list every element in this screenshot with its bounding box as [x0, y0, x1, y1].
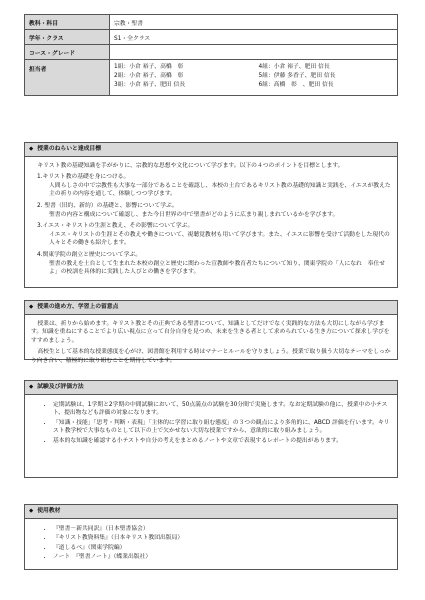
- diamond-icon: ◆: [29, 304, 34, 310]
- materials-list: [31, 525, 391, 562]
- goals-intro: キリスト教の基礎知識を手がかりに、宗教的な思想や文化について学びます。以下の４つのポイントを目標とします。: [37, 162, 344, 169]
- goal-item-head: 3.イエス・キリストの生涯と教え、その影響について学ぶ。: [37, 223, 194, 230]
- evaluation-body: [25, 395, 397, 446]
- evaluation-header: [25, 381, 397, 395]
- goal-item-body: 聖書の教えを土台として生まれた本校の創立と歴史に関わった宣教師や教育者たちについて知り、関東学院の「人になれ 奉仕せよ」の校訓を具体的に実践した人びとの働きを学びます。: [49, 260, 386, 276]
- course-label: コース・グレード: [25, 45, 110, 60]
- grade-value: S1・全クラス: [110, 30, 398, 45]
- list-item: • 『キリスト教資料集』（日本キリスト教団出版局）: [53, 534, 391, 543]
- teacher-entry: 3組：小倉 裕子、肥田 信長: [114, 82, 186, 88]
- teacher-entry: 2組：小倉 裕子、高橋 彰: [114, 73, 184, 79]
- list-item: • 『道しるべ』（関東学院編）: [53, 544, 391, 553]
- goal-item: [31, 173, 391, 199]
- method-title: 授業の進め方、学習上の留意点: [37, 304, 119, 310]
- grade-row: [25, 30, 398, 45]
- method-paragraph: 高校生として基本的な授業態度を心がけ、図書館を利用する時はマナーとルールを守りましょう。授業で取り扱う大切なテーマをしっかり向き合い、積極的に取り組むことを期待しています。: [31, 349, 391, 364]
- diamond-icon: ◆: [29, 146, 34, 152]
- goal-item-body: 人間らしさの中で宗教性も大事な一部分であることを確認し、本校の土台であるキリスト教の基礎的知識と実践を、イエスが教えた主の祈りの内容を通して、体験しつつ学びます。: [49, 182, 391, 198]
- goals-section: [24, 142, 398, 288]
- teacher-entry: 6組：高橋 彰 、肥田 信長: [258, 82, 334, 88]
- materials-section: [24, 504, 398, 570]
- teacher-row: [25, 60, 398, 96]
- goals-header: [25, 143, 397, 157]
- method-paragraph: 授業は、祈りから始めます。キリスト教とその正典である聖書について、知識としてだけでなく実践的な方法も大切にしながら学びます。知識を重ねにすることでより広い視点に立って自分自身を見つめ、未来を生きる者として求められている生き方について探求し学びをすすめましょう。: [31, 320, 390, 344]
- diamond-icon: ◆: [29, 508, 34, 514]
- method-body: [25, 315, 397, 366]
- subject-value: 宗教・聖書: [110, 15, 398, 30]
- diamond-icon: ◆: [29, 384, 34, 390]
- method-section: [24, 300, 398, 364]
- course-row: [25, 45, 398, 60]
- goal-item-body: イエス・キリストの生涯とその教えや働きについて、視聴覚教材も用いて学びます。また、イエスに影響を受けて活動をした現代の人々とその働きも紹介します。: [49, 231, 390, 247]
- goal-item: [31, 222, 391, 248]
- goals-body: [25, 157, 397, 277]
- course-value: [110, 45, 398, 60]
- teacher-entry: 1組：小倉 裕子、高橋 彰: [114, 64, 184, 70]
- subject-label: 教科・科目: [25, 15, 110, 30]
- list-item: • 「知識・技能」「思考・判断・表現」「主体的に学習に取り組む態度」の３つの観点により多角的に、ABCD 評価を行います。キリスト教学校で大事なものとして以下の上で欠かせない大切な授業ですから、意欲的に取り組みましょう。: [53, 419, 391, 436]
- teacher-list: [114, 63, 393, 89]
- method-header: [25, 301, 397, 315]
- list-item: • 定期試験は、1学期と2学期の中間試験において、50点満点の試験を30分間で実施します。なお定期試験の他に、授業中の小テスト、提出物なども評価の対象になります。: [53, 401, 391, 418]
- teacher-entry: 5組：伊藤 多香子、肥田 信長: [258, 73, 336, 79]
- goals-title: 授業のねらいと達成目標: [37, 146, 102, 152]
- teacher-label: 担当者: [25, 60, 110, 96]
- list-item: • 基本的な知識を確認する小テストや自分の考えをまとめるノートや文章で表現するレポートの提出があります。: [53, 437, 391, 446]
- materials-body: [25, 519, 397, 562]
- goal-item-body: 聖書の内容と構成について確認し、また今日世界の中で聖書がどのように広まり親しまれているかを学びます。: [49, 211, 339, 218]
- grade-label: 学年・クラス: [25, 30, 110, 45]
- list-item: • ノート 『聖書ノート』（蝶業出版社）: [53, 553, 391, 562]
- evaluation-section: [24, 380, 398, 478]
- teacher-cell: [110, 60, 398, 96]
- goal-item-head: 1.キリスト教の基礎を身につける。: [37, 174, 130, 181]
- list-item: • 『聖書－新共同訳』（日本聖書協会）: [53, 525, 391, 534]
- teacher-entry: 4組：小倉 裕子、肥田 信長: [258, 64, 330, 70]
- evaluation-title: 試験及び評価方法: [37, 384, 84, 390]
- materials-header: [25, 505, 397, 519]
- subject-row: [25, 15, 398, 30]
- goal-item: [31, 202, 391, 219]
- materials-title: 使用教材: [37, 508, 61, 514]
- goal-item: [31, 251, 391, 277]
- goal-item-head: 2. 聖書（旧約、新約）の基礎と、影響について学ぶ。: [37, 202, 178, 209]
- goal-item-head: 4.関東学院の創立と歴史について学ぶ。: [37, 251, 142, 258]
- course-info-table: [24, 14, 398, 96]
- evaluation-list: [31, 401, 391, 446]
